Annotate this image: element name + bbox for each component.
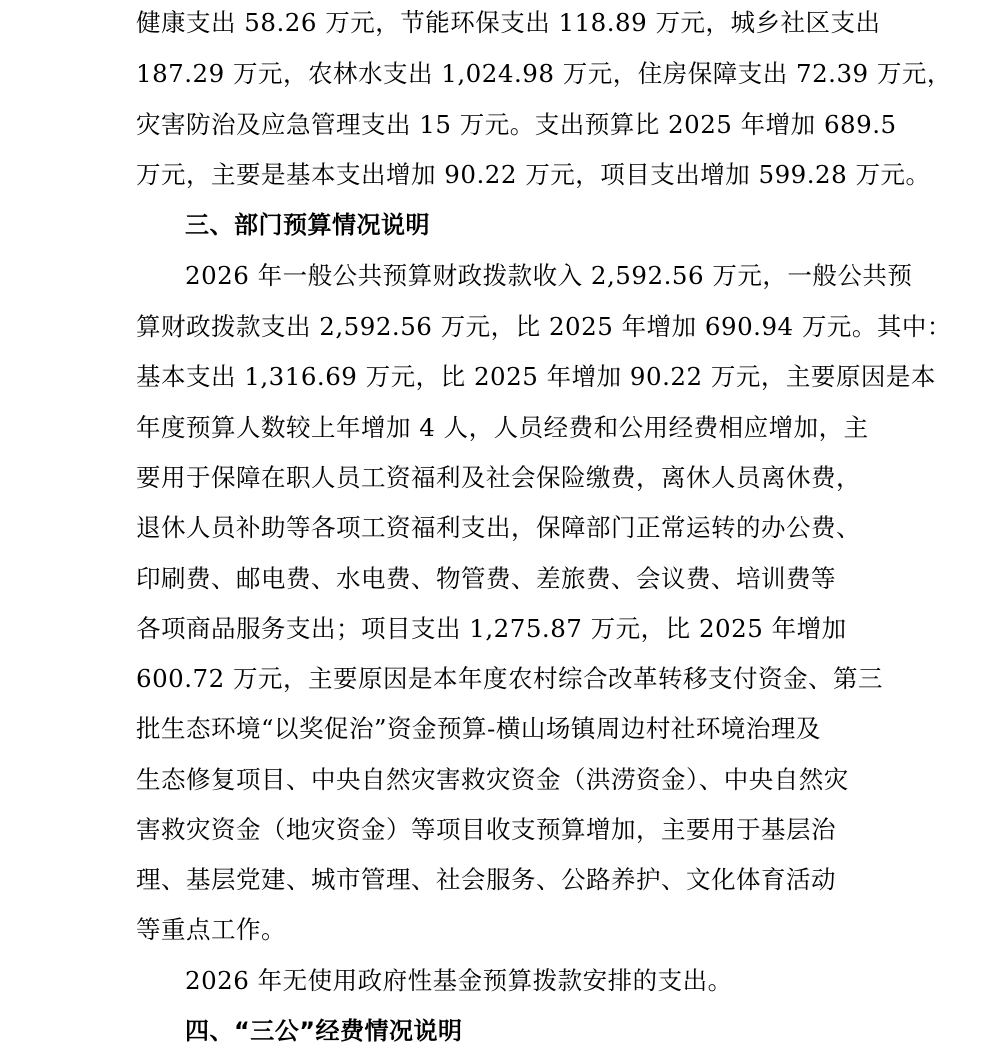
body-text-line: 退休人员补助等各项工资福利支出，保障部门正常运转的办公费、	[136, 513, 861, 542]
body-text-line: 理、基层党建、城市管理、社会服务、公路养护、文化体育活动	[136, 865, 836, 894]
body-text-line: 2026 年一般公共预算财政拨款收入 2,592.56 万元，一般公共预	[185, 261, 913, 290]
body-text-line: 害救灾资金（地灾资金）等项目收支预算增加，主要用于基层治	[136, 815, 836, 844]
body-text-line: 等重点工作。	[136, 915, 286, 944]
body-text-line: 年度预算人数较上年增加 4 人，人员经费和公用经费相应增加，主	[136, 413, 869, 442]
body-text-line: 印刷费、邮电费、水电费、物管费、差旅费、会议费、培训费等	[136, 564, 836, 593]
body-text-line: 各项商品服务支出；项目支出 1,275.87 万元，比 2025 年增加	[136, 614, 847, 643]
body-text-line: 算财政拨款支出 2,592.56 万元，比 2025 年增加 690.94 万元。其中：	[136, 312, 952, 341]
body-text-line: 600.72 万元，主要原因是本年度农村综合改革转移支付资金、第三	[136, 664, 884, 693]
body-text-line: 万元，主要是基本支出增加 90.22 万元，项目支出增加 599.28 万元。	[136, 160, 931, 189]
section-heading-3: 三、部门预算情况说明	[185, 211, 430, 239]
body-text-line: 批生态环境“以奖促治”资金预算-横山场镇周边村社环境治理及	[136, 714, 821, 743]
body-text-line: 187.29 万元，农林水支出 1,024.98 万元，住房保障支出 72.39 万元，	[136, 59, 952, 88]
body-text-line: 生态修复项目、中央自然灾害救灾资金（洪涝资金）、中央自然灾	[136, 765, 849, 794]
body-text-line: 基本支出 1,316.69 万元，比 2025 年增加 90.22 万元，主要原因是本	[136, 362, 936, 391]
section-heading-4: 四、“三公”经费情况说明	[185, 1017, 463, 1045]
body-text-line: 灾害防治及应急管理支出 15 万元。支出预算比 2025 年增加 689.5	[136, 110, 897, 139]
body-text-line: 2026 年无使用政府性基金预算拨款安排的支出。	[185, 966, 733, 995]
body-text-line: 要用于保障在职人员工资福利及社会保险缴费，离休人员离休费，	[136, 463, 861, 492]
body-text-line: 健康支出 58.26 万元，节能环保支出 118.89 万元，城乡社区支出	[136, 8, 881, 37]
